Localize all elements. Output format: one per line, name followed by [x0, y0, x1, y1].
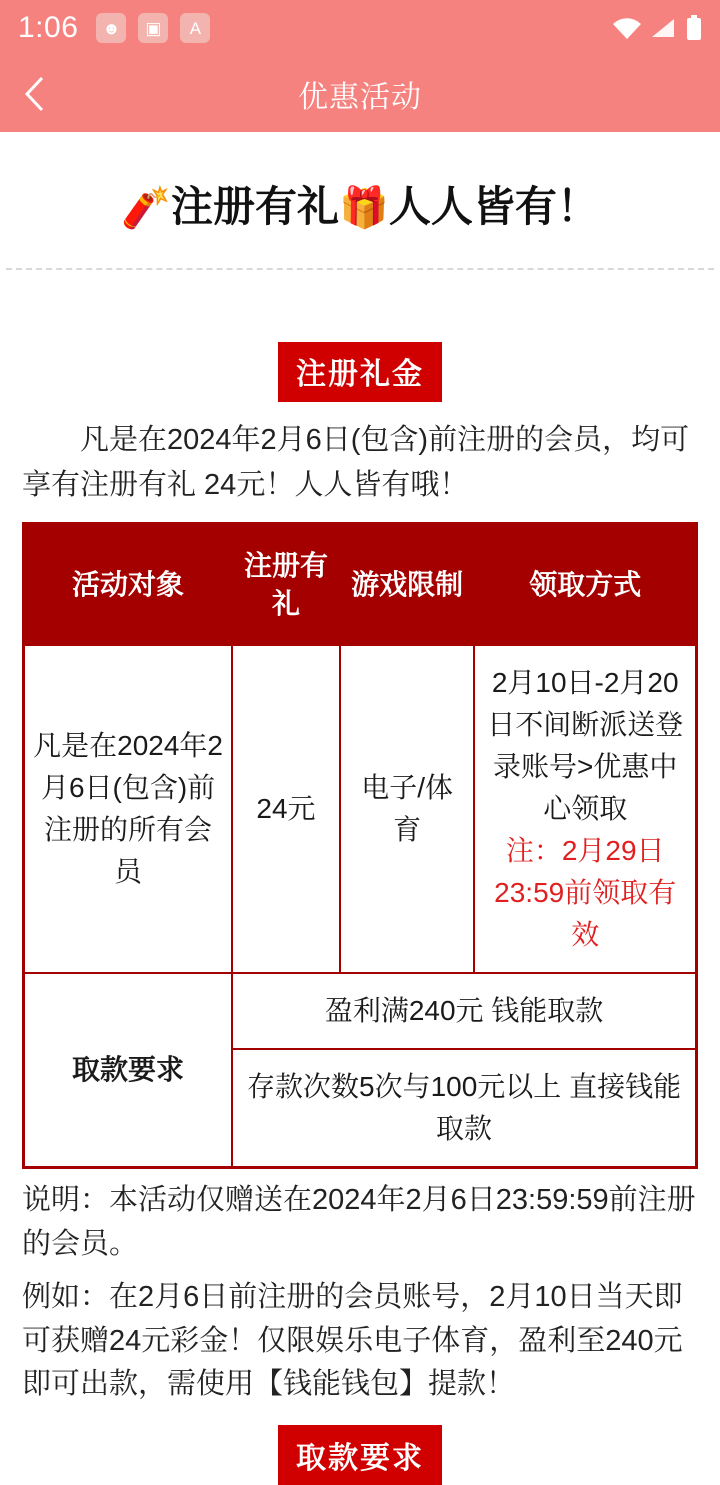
- cell-withdraw-label: 取款要求: [24, 973, 233, 1168]
- status-bar-system-icons: [612, 15, 702, 41]
- status-bar: [0, 0, 720, 56]
- offer-table: [22, 522, 698, 1170]
- table-header-row: [24, 523, 697, 645]
- promo-headline: [0, 132, 720, 268]
- app-a-icon: A: [180, 13, 210, 43]
- promo-headline-part1: 注册有礼: [170, 183, 339, 230]
- table-row: [24, 645, 697, 973]
- cell-gift: 24元: [232, 645, 340, 973]
- promo-content: [0, 132, 720, 1485]
- wifi-icon: [612, 18, 638, 38]
- footer-explain: 说明：本活动仅赠送在2024年2月6日23:59:59前注册的会员。: [22, 1184, 696, 1260]
- firecracker-icon: 🧨: [121, 186, 171, 230]
- app-header: [0, 56, 720, 132]
- battery-icon: [686, 15, 702, 41]
- section-badge: 注册礼金: [278, 342, 442, 402]
- cell-target: 凡是在2024年2月6日(包含)前注册的所有会员: [24, 645, 233, 973]
- status-bar-clock: 1:06: [18, 11, 79, 44]
- page-title: 优惠活动: [298, 81, 422, 114]
- table-header-gift: 注册有礼: [232, 523, 340, 645]
- claim-method-text: 2月10日-2月20日不间断派送登录账号>优惠中心领取: [487, 667, 684, 825]
- cell-game-limit: 电子/体育: [340, 645, 475, 973]
- ghost-app-icon: ☻: [96, 13, 126, 43]
- table-header-game-limit: 游戏限制: [340, 523, 475, 645]
- status-bar-notification-icons: [96, 13, 210, 43]
- table-header-target: 活动对象: [24, 523, 233, 645]
- bottom-badge-wrapper: [0, 1407, 720, 1485]
- offer-table-wrapper: [0, 516, 720, 1170]
- cell-claim-method: [474, 645, 696, 973]
- footer-example: 例如：在2月6日前注册的会员账号，2月10日当天即可获赠24元彩金！仅限娱乐电子体育，盈利至240元即可出款，需使用【钱能钱包】提款！: [22, 1281, 683, 1401]
- cell-withdraw-rule-1: 盈利满240元 钱能取款: [232, 973, 696, 1049]
- bottom-section-badge: 取款要求: [278, 1425, 442, 1485]
- back-button[interactable]: [0, 56, 70, 132]
- cell-withdraw-rule-2: 存款次数5次与100元以上 直接钱能取款: [232, 1049, 696, 1168]
- back-chevron-icon: [22, 74, 48, 114]
- promo-intro-text: 凡是在2024年2月6日(包含)前注册的会员，均可享有注册有礼 24元！人人皆有哦！: [22, 424, 690, 501]
- table-header-claim: 领取方式: [474, 523, 696, 645]
- section-badge-wrapper: [0, 270, 720, 402]
- promo-headline-part2: 人人皆有！: [388, 183, 599, 230]
- photos-icon: ▣: [138, 13, 168, 43]
- gift-icon: 🎁: [339, 186, 389, 230]
- claim-method-note: 注：2月29日23:59前领取有效: [494, 835, 677, 951]
- table-row-withdraw-1: [24, 973, 697, 1049]
- signal-icon: [648, 17, 676, 39]
